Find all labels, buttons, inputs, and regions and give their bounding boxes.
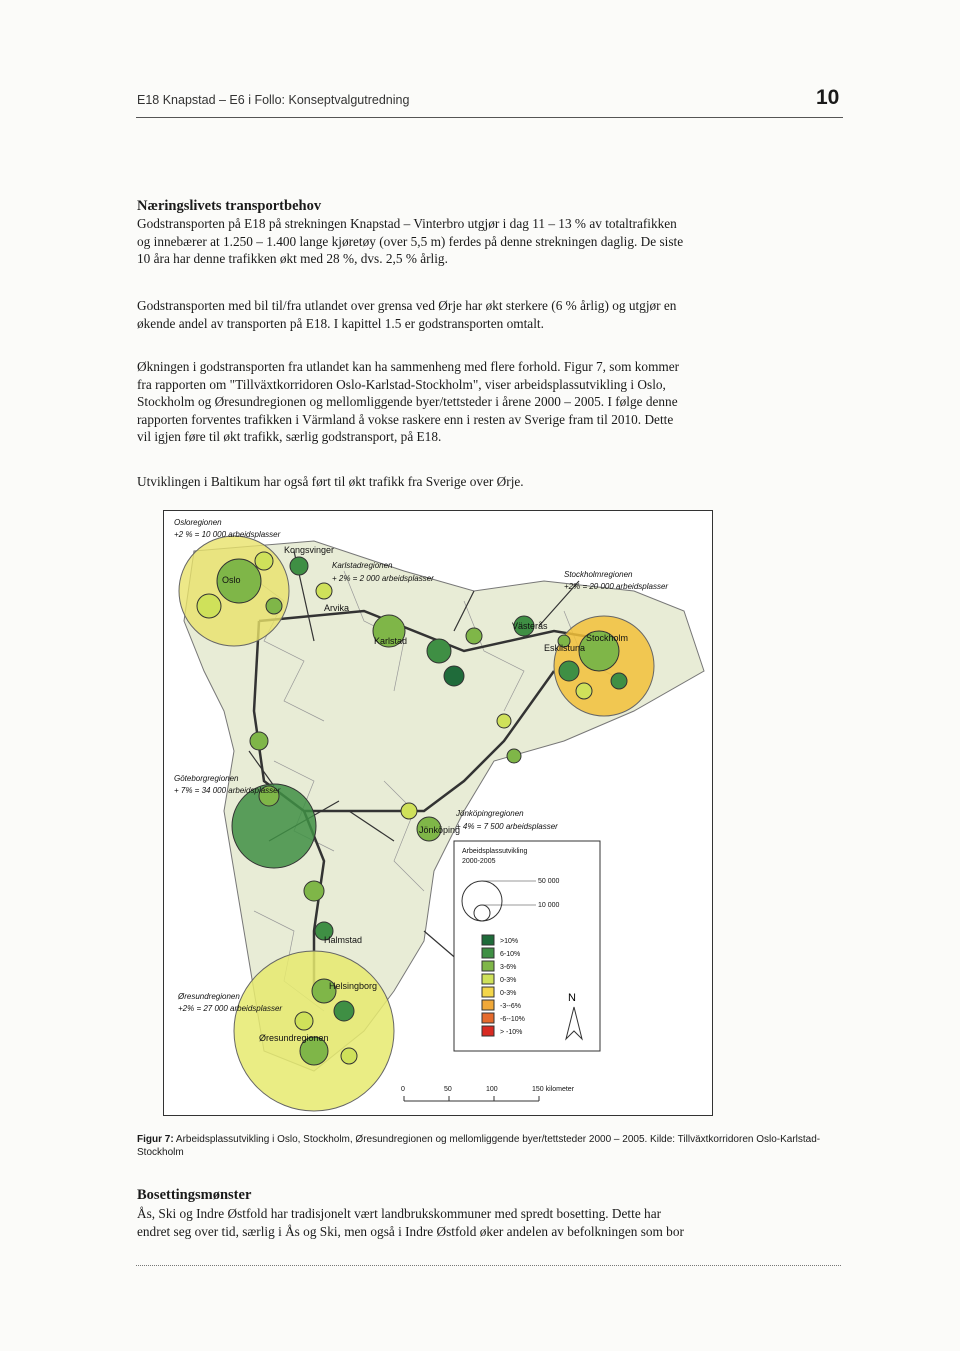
legend-title: Arbeidsplassutvikling	[462, 848, 528, 855]
document-title: E18 Knapstad – E6 i Follo: Konseptvalgutredning	[137, 93, 410, 107]
town-circle	[401, 803, 417, 819]
city-label-arvika: Arvika	[324, 603, 350, 613]
town-circle	[466, 628, 482, 644]
legend-swatch	[482, 1000, 494, 1010]
town-circle	[250, 732, 268, 750]
paragraph: Utviklingen i Baltikum har også ført til økt trafikk fra Sverige over Ørje.	[137, 474, 524, 489]
city-label-kongsvinger: Kongsvinger	[284, 545, 335, 555]
paragraph: Økningen i godstransporten fra utlandet kan ha sammenheng med flere forhold. Figur 7, som kommer fra rapporten om "Tillväxtkorridoren Oslo-Karlstad-Stockholm", viser arbeidsplassutvikling i Oslo, Stockholm og Øresundregionen og mellomliggende byer/tettsteder i årene 2000 – 2005. I følge denne rapporten forventes trafikken i Värmland å vokse raskere enn i resten av Sverige fram til 2010. Dette vil igjen føre til økt trafikk, særlig godstransport, på E18.	[137, 359, 680, 444]
paragraph: Godstransporten med bil til/fra utlandet over grensa ved Ørje har økt sterkere (6 % årlig) og utgjør en økende andel av transporten på E18. I kapittel 1.5 er godstransporten omtalt.	[137, 298, 677, 331]
town-circle	[427, 639, 451, 663]
town-circle	[197, 594, 221, 618]
caption-label: Figur 7:	[137, 1134, 174, 1145]
town-circle	[266, 598, 282, 614]
legend-class-label: > -10%	[500, 1029, 523, 1036]
legend-swatch	[482, 961, 494, 971]
legend-box	[454, 841, 600, 1051]
region-growth-karlstad: + 2% = 2 000 arbeidsplasser	[332, 574, 434, 583]
caption-text: Arbeidsplassutvikling i Oslo, Stockholm, Øresundregionen og mellomliggende byer/tettsteder 2000 – 2005. Kilde: Tillväxtkorridoren Oslo-Karlstad-Stockholm	[137, 1134, 821, 1158]
legend-class-label: 0-3%	[500, 977, 517, 984]
region-label-karlstad: Karlstadregionen	[332, 561, 393, 570]
city-label-helsingborg: Helsingborg	[329, 981, 378, 991]
paragraph: Godstransporten på E18 på strekningen Knapstad – Vinterbro utgjør i dag 11 – 13 % av totaltrafikken og innebærer at 1.250 – 1.400 lange kjøretøy (over 5,5 m) ferdes på denne strekningen daglig. De siste 10 åra har denne trafikken økt med 28 %, dvs. 2,5 % årlig.	[137, 216, 684, 266]
legend-class-label: -3--6%	[500, 1003, 522, 1010]
scale-tick: 0	[401, 1086, 405, 1093]
legend-swatch	[482, 1013, 494, 1023]
scale-tick: 100	[486, 1086, 498, 1093]
city-label-stockholm: Stockholm	[586, 633, 629, 643]
oresund-region-circle	[234, 951, 394, 1111]
city-label-oresund: Øresundregionen	[259, 1033, 329, 1043]
region-label-goteborg: Göteborgregionen	[174, 774, 239, 783]
town-circle	[444, 666, 464, 686]
region-label-oresund: Øresundregionen	[178, 992, 240, 1001]
legend-size-label: 10 000	[538, 902, 560, 909]
town-circle	[295, 1012, 313, 1030]
region-growth-stockholm: +2% = 20 000 arbeidsplasser	[564, 582, 669, 591]
region-label-oslo: Osloregionen	[174, 518, 222, 527]
region-growth-oresund: +2% = 27 000 arbeidsplasser	[178, 1004, 283, 1013]
legend-size-label: 50 000	[538, 878, 560, 885]
region-growth-goteborg: + 7% = 34 000 arbeidsplasser	[174, 786, 281, 795]
north-label: N	[568, 992, 576, 1004]
city-label-vasteras: Västerås	[512, 621, 548, 631]
town-circle	[334, 1001, 354, 1021]
town-circle	[316, 583, 332, 599]
city-label-eskilstuna: Eskilstuna	[544, 643, 586, 653]
header-rule	[136, 117, 843, 118]
paragraph: Ås, Ski og Indre Østfold har tradisjonelt vært landbrukskommuner med spredt bosetting. Dette har endret seg over tid, særlig i Ås og Ski, men også i Indre Østfold øker andelen av befolkningen som bor	[137, 1206, 684, 1239]
town-circle	[507, 749, 521, 763]
region-growth-jonkoping: + 4% = 7 500 arbeidsplasser	[456, 822, 558, 831]
city-label-karlstad: Karlstad	[374, 636, 408, 646]
town-circle	[559, 661, 579, 681]
legend-swatch	[482, 974, 494, 984]
figure-caption	[137, 1133, 857, 1159]
town-circle	[611, 673, 627, 689]
town-circle	[255, 552, 273, 570]
legend-class-label: -6--10%	[500, 1016, 525, 1023]
page-number: 10	[816, 86, 840, 109]
town-circle	[341, 1048, 357, 1064]
town-circle	[304, 881, 324, 901]
region-growth-oslo: +2 % = 10 000 arbeidsplasser	[174, 530, 281, 539]
city-label-oslo: Oslo	[222, 575, 241, 585]
section-heading-bosetting: Bosettingsmønster	[137, 1187, 252, 1203]
map-figure	[163, 510, 713, 1116]
town-circle	[290, 557, 308, 575]
legend-period: 2000-2005	[462, 858, 496, 865]
scale-tick: 150 kilometer	[532, 1086, 575, 1093]
legend-class-label: 6-10%	[500, 951, 521, 958]
scale-tick: 50	[444, 1086, 452, 1093]
town-circle	[576, 683, 592, 699]
region-label-jonkoping: Jönköpingregionen	[456, 809, 524, 818]
legend-swatch	[482, 987, 494, 997]
section-heading-transport: Næringslivets transportbehov	[137, 198, 322, 214]
city-label-halmstad: Halmstad	[324, 935, 363, 945]
town-circle	[497, 714, 511, 728]
region-label-stockholm: Stockholmregionen	[564, 570, 633, 579]
legend-swatch	[482, 1026, 494, 1036]
legend-class-label: >10%	[500, 938, 519, 945]
page-divider	[136, 1265, 841, 1266]
legend-swatch	[482, 935, 494, 945]
legend-class-label: 3-6%	[500, 964, 517, 971]
legend-class-label: 0-3%	[500, 990, 517, 997]
city-label-jonkoping: Jönköping	[419, 825, 461, 835]
map-graphic	[164, 511, 712, 1115]
legend-swatch	[482, 948, 494, 958]
